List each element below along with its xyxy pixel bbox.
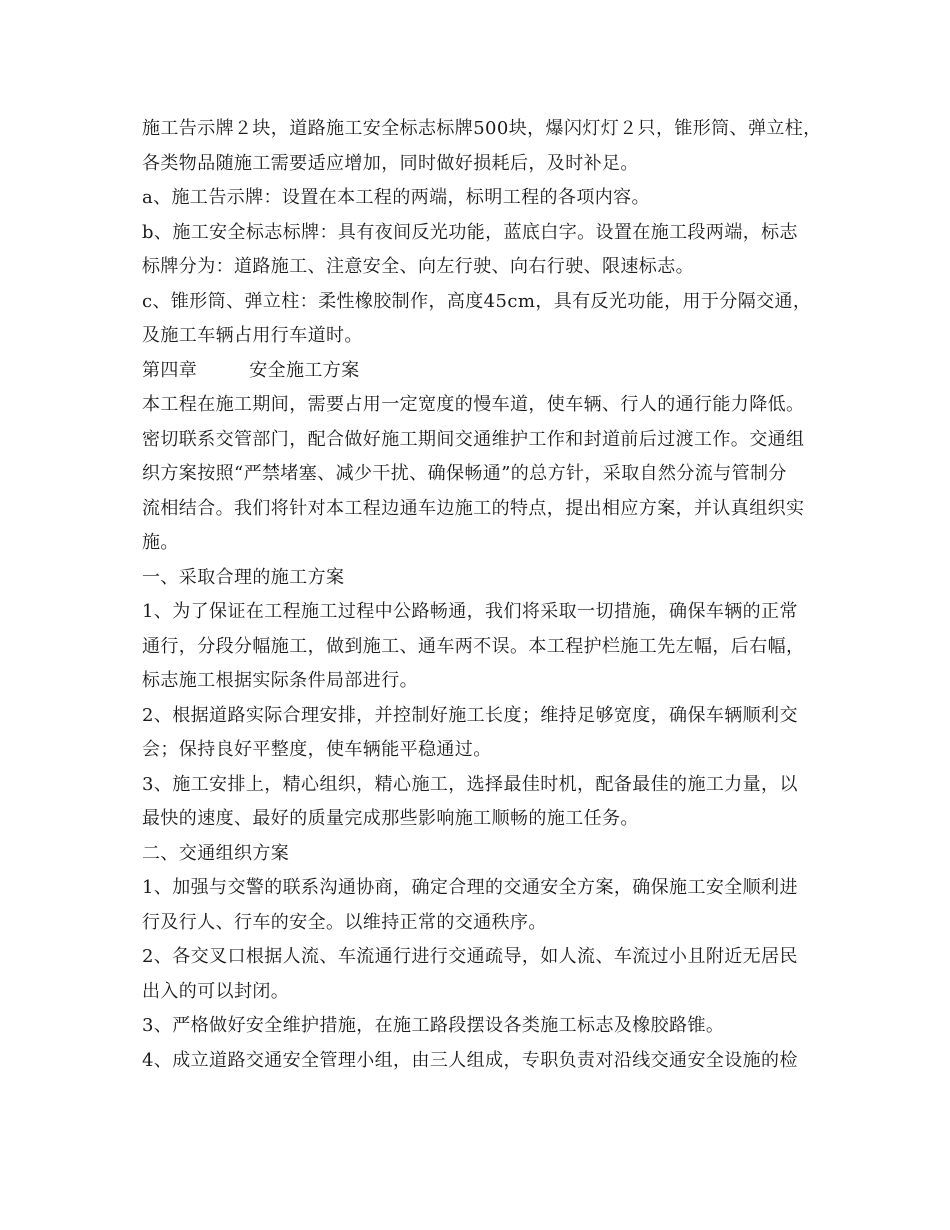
text-line: c、锥形筒、弹立柱：柔性橡胶制作，高度45cm，具有反光功能，用于分隔交通， [142,290,812,312]
text-line: 会；保持良好平整度，使车辆能平稳通过。 [142,739,492,760]
text-line: 3、严格做好安全维护措施，在施工路段摆设各类施工标志及橡胶路锥。 [142,1015,725,1036]
text-line: 本工程在施工期间，需要占用一定宽度的慢车道，使车辆、行人的通行能力降低。 [142,394,805,415]
text-line: 行及行人、行车的安全。以维持正常的交通秩序。 [142,911,547,933]
chapter-heading [142,354,822,389]
text-line: 1、加强与交警的联系沟通协商，确定合理的交通安全方案，确保施工安全顺利进 [142,877,798,898]
chapter-title: 安全施工方案 [249,359,360,381]
text-line: 通行，分段分幅施工，做到施工、通车两不误。本工程护栏施工先左幅，后右幅， [142,635,805,657]
chapter-number: 第四章 [142,359,198,381]
text-line: 出入的可以封闭。 [142,980,290,1002]
text-line: 标志施工根据实际条件局部进行。 [142,670,418,691]
document-body [142,112,822,1078]
text-line: 2、根据道路实际合理安排，并控制好施工长度；维持足够宽度，确保车辆顺利交 [142,704,798,726]
text-line: 施。 [142,532,179,553]
text-line: 1、为了保证在工程施工过程中公路畅通，我们将采取一切措施，确保车辆的正常 [142,601,798,622]
text-line: 最快的速度、最好的质量完成那些影响施工顺畅的施工任务。 [142,808,639,829]
text-line: 及施工车辆占用行车道时。 [142,325,363,346]
text-line: 各类物品随施工需要适应增加，同时做好损耗后，及时补足。 [142,152,639,174]
text-line: b、施工安全标志标牌：具有夜间反光功能，蓝底白字。设置在施工段两端，标志 [142,221,798,243]
text-line: 4、成立道路交通安全管理小组，由三人组成，专职负责对沿线交通安全设施的检 [142,1049,798,1071]
text-line: 流相结合。我们将针对本工程边通车边施工的特点，提出相应方案，并认真组织实 [142,497,805,519]
section-heading: 一、采取合理的施工方案 [142,566,345,588]
text-line: 织方案按照“严禁堵塞、减少干扰、确保畅通”的总方针，采取自然分流与管制分 [142,463,787,484]
text-line: 2、各交叉口根据人流、车流通行进行交通疏导，如人流、车流过小且附近无居民 [142,946,798,967]
text-line: 3、施工安排上，精心组织，精心施工，选择最佳时机，配备最佳的施工力量，以 [142,773,798,795]
text-line: a、施工告示牌：设置在本工程的两端，标明工程的各项内容。 [142,187,650,208]
text-line: 施工告示牌２块，道路施工安全标志标牌500块，爆闪灯灯２只，锥形筒、弹立柱， [142,118,822,139]
section-heading: 二、交通组织方案 [142,842,290,864]
text-line: 标牌分为：道路施工、注意安全、向左行驶、向右行驶、限速标志。 [142,256,694,277]
text-line: 密切联系交管部门，配合做好施工期间交通维护工作和封道前后过渡工作。交通组 [142,428,805,450]
